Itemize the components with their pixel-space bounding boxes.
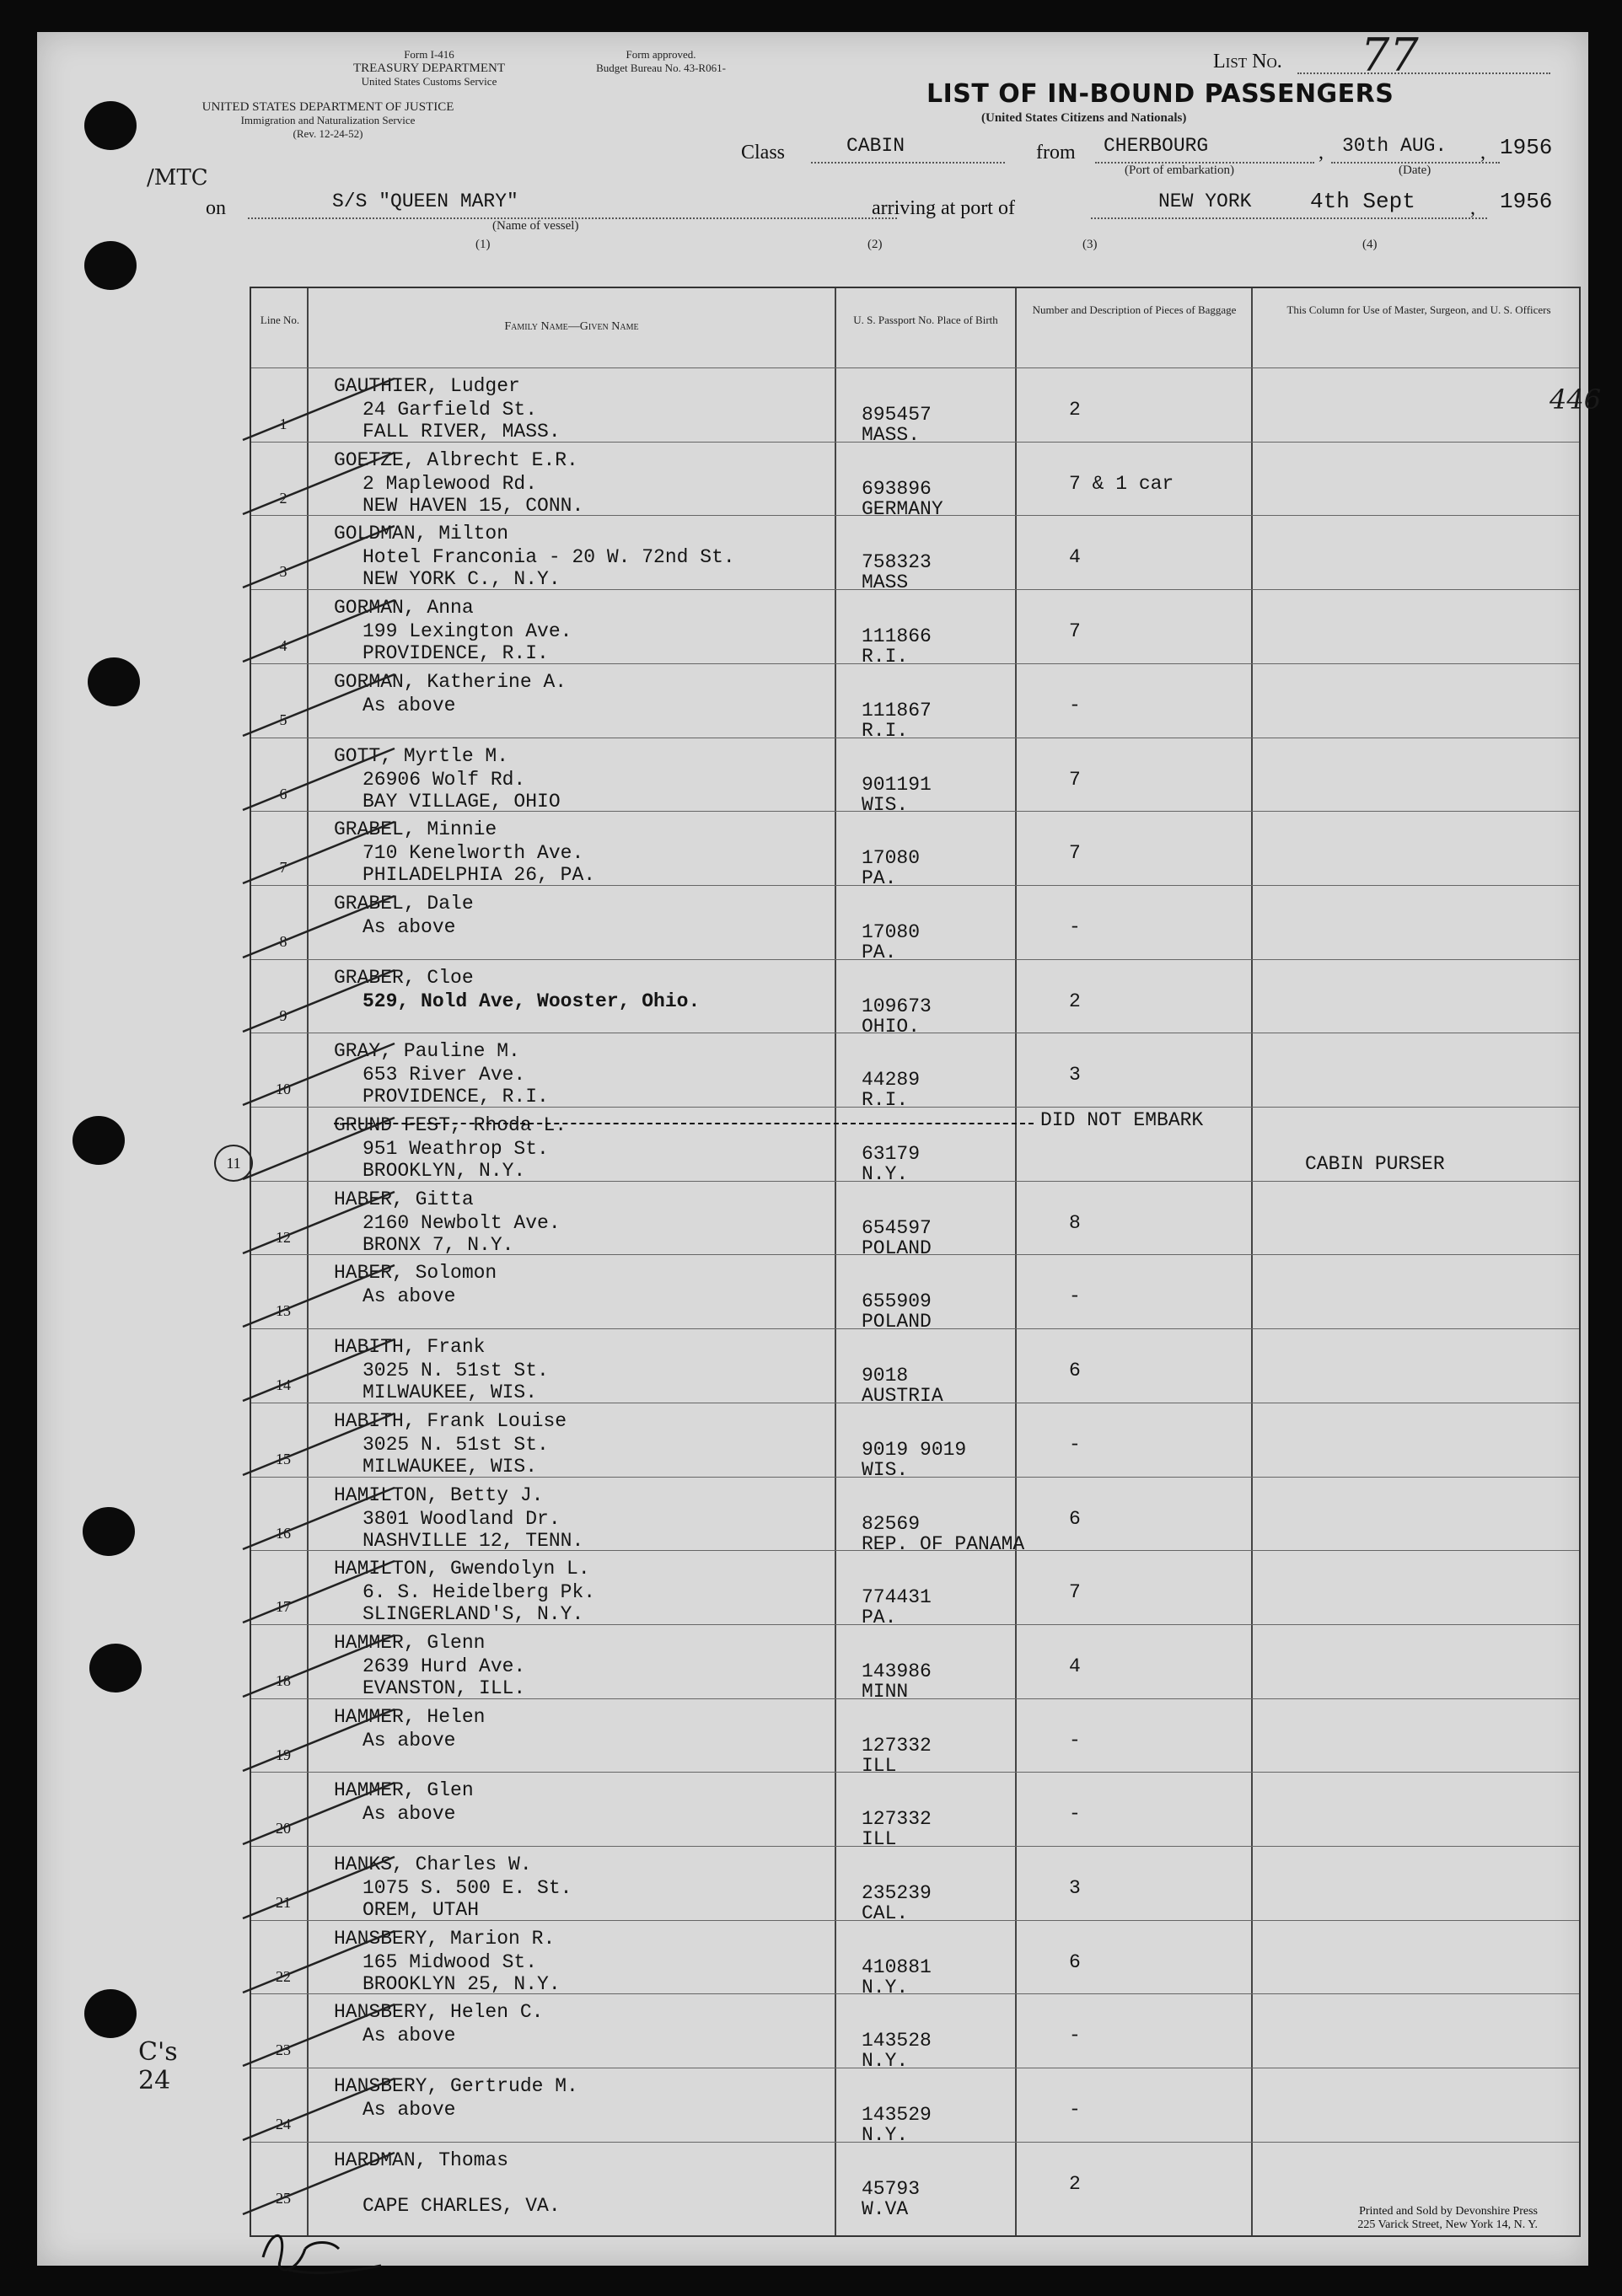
passenger-name: GOTT, Myrtle M. bbox=[334, 744, 509, 767]
baggage-count: - bbox=[1069, 2099, 1081, 2122]
line-number: 19 bbox=[276, 1746, 291, 1763]
address-line2: BRONX 7, N.Y. bbox=[363, 1233, 514, 1256]
line-number: 16 bbox=[276, 1524, 291, 1542]
place-of-birth: OHIO. bbox=[862, 1015, 921, 1038]
table-row bbox=[251, 1477, 1579, 1555]
footer-line2: 225 Varick Street, New York 14, N. Y. bbox=[1357, 2218, 1538, 2231]
line-number: 13 bbox=[276, 1302, 291, 1320]
place-of-birth: MASS bbox=[862, 571, 909, 594]
header-passport: U. S. Passport No. Place of Birth bbox=[853, 314, 998, 326]
baggage-count: 4 bbox=[1069, 546, 1081, 569]
address-line1: 2 Maplewood Rd. bbox=[363, 472, 538, 495]
baggage-count: 7 bbox=[1069, 1581, 1081, 1604]
place-of-birth: PA. bbox=[862, 867, 897, 890]
address-line1: 3025 N. 51st St. bbox=[363, 1433, 549, 1456]
passenger-name: GOETZE, Albrecht E.R. bbox=[334, 448, 578, 471]
passenger-name: HANSBERY, Gertrude M. bbox=[334, 2075, 578, 2098]
baggage-count: - bbox=[1069, 1285, 1081, 1308]
baggage-count: 3 bbox=[1069, 1064, 1081, 1086]
passport-number: 654597 bbox=[862, 1216, 932, 1239]
passenger-name: HAMMER, Helen bbox=[334, 1705, 486, 1728]
table-row bbox=[251, 1254, 1579, 1333]
baggage-count: 7 & 1 car bbox=[1069, 472, 1174, 495]
justice-dept: UNITED STATES DEPARTMENT OF JUSTICE bbox=[201, 100, 454, 114]
table-row bbox=[251, 811, 1579, 890]
place-of-birth: ILL bbox=[862, 1754, 897, 1777]
line-number: 7 bbox=[279, 859, 287, 877]
passenger-name: HABER, Gitta bbox=[334, 1188, 474, 1210]
passport-number: 774431 bbox=[862, 1586, 932, 1609]
vessel-name: S/S "QUEEN MARY" bbox=[332, 190, 518, 212]
place-of-birth: POLAND bbox=[862, 1311, 932, 1333]
approved-line1: Form approved. bbox=[626, 48, 696, 61]
passenger-name: HANSBERY, Marion R. bbox=[334, 1927, 556, 1950]
margin-note: C's 24 bbox=[138, 2037, 178, 2095]
address-line1: 710 Kenelworth Ave. bbox=[363, 842, 584, 865]
passenger-name: HABITH, Frank Louise bbox=[334, 1409, 567, 1432]
header-baggage: Number and Description of Pieces of Baggage bbox=[1032, 303, 1237, 316]
address-line2: NEW HAVEN 15, CONN. bbox=[363, 494, 584, 517]
address-line1: 951 Weathrop St. bbox=[363, 1138, 549, 1160]
punch-hole bbox=[88, 657, 140, 706]
table-row bbox=[251, 1181, 1579, 1259]
line-number: 24 bbox=[276, 2116, 291, 2133]
table-row bbox=[251, 367, 1602, 446]
baggage-count: - bbox=[1069, 1433, 1081, 1456]
baggage-count: DID NOT EMBARK bbox=[1040, 1109, 1204, 1131]
table-row bbox=[251, 663, 1579, 742]
baggage-count: 2 bbox=[1069, 2172, 1081, 2195]
passport-number: 111866 bbox=[862, 625, 932, 648]
officer-note: 446 bbox=[1549, 384, 1602, 416]
baggage-count: 6 bbox=[1069, 1360, 1081, 1382]
address-line1: 165 Midwood St. bbox=[363, 1950, 538, 1973]
passenger-name: HAMMER, Glen bbox=[334, 1779, 474, 1802]
address-line2: NEW YORK C., N.Y. bbox=[363, 568, 561, 591]
arrival-port: NEW YORK bbox=[1158, 190, 1252, 212]
baggage-count: 8 bbox=[1069, 1211, 1081, 1234]
line-number: 6 bbox=[279, 785, 287, 802]
class-value: CABIN bbox=[846, 135, 905, 157]
table-row bbox=[251, 1033, 1579, 1112]
address-line1: 24 Garfield St. bbox=[363, 399, 538, 421]
address-line2: OREM, UTAH bbox=[363, 1899, 480, 1921]
comma-3: , bbox=[1470, 197, 1475, 219]
address-line1: As above bbox=[363, 2099, 456, 2122]
passenger-name: HAMILTON, Gwendolyn L. bbox=[334, 1558, 590, 1580]
address-line1: As above bbox=[363, 1729, 456, 1752]
revision: (Rev. 12-24-52) bbox=[293, 127, 363, 140]
address-line2: EVANSTON, ILL. bbox=[363, 1676, 526, 1699]
place-of-birth: N.Y. bbox=[862, 2050, 909, 2073]
table-row bbox=[251, 1920, 1579, 1998]
line-number: 20 bbox=[276, 1820, 291, 1837]
passport-number: 9018 bbox=[862, 1365, 909, 1387]
table-row bbox=[251, 959, 1579, 1038]
punch-hole bbox=[84, 241, 137, 290]
place-of-birth: N.Y. bbox=[862, 2124, 909, 2147]
passenger-name: HARDMAN, Thomas bbox=[334, 2148, 509, 2171]
passport-number: 127332 bbox=[862, 1808, 932, 1831]
address-line2: BROOKLYN, N.Y. bbox=[363, 1160, 526, 1182]
place-of-birth: GERMANY bbox=[862, 497, 943, 520]
customs-service: United States Customs Service bbox=[361, 75, 497, 88]
place-of-birth: R.I. bbox=[862, 1089, 909, 1112]
baggage-count: - bbox=[1069, 2025, 1081, 2047]
passenger-table bbox=[226, 287, 1602, 2237]
arrival-date: 4th Sept bbox=[1310, 189, 1415, 214]
arriving-label: arriving at port of bbox=[872, 197, 1015, 219]
address-line2: MILWAUKEE, WIS. bbox=[363, 1381, 538, 1404]
officer-note: CABIN PURSER bbox=[1305, 1153, 1445, 1175]
line-number: 4 bbox=[279, 637, 287, 655]
col-num-3: (3) bbox=[1082, 238, 1098, 251]
comma-2: , bbox=[1480, 142, 1485, 164]
passenger-name: HABITH, Frank bbox=[334, 1336, 486, 1359]
header-name: Family Name—Given Name bbox=[504, 320, 639, 333]
address-line1: As above bbox=[363, 2025, 456, 2047]
passport-number: 895457 bbox=[862, 404, 932, 426]
form-title: LIST OF IN-BOUND PASSENGERS bbox=[926, 79, 1394, 109]
line-number: 21 bbox=[276, 1894, 291, 1911]
arrival-year: 1956 bbox=[1500, 189, 1553, 214]
baggage-count: - bbox=[1069, 915, 1081, 938]
passenger-name: GRAY, Pauline M. bbox=[334, 1040, 520, 1063]
mtc-note: /MTC bbox=[147, 165, 208, 190]
place-of-birth: PA. bbox=[862, 1607, 897, 1629]
on-label: on bbox=[206, 197, 226, 219]
baggage-count: - bbox=[1069, 694, 1081, 716]
comma-1: , bbox=[1319, 142, 1324, 164]
address-line1: 2639 Hurd Ave. bbox=[363, 1655, 526, 1677]
line-number: 23 bbox=[276, 2041, 291, 2059]
passport-number: 655909 bbox=[862, 1290, 932, 1313]
passenger-name: HAMILTON, Betty J. bbox=[334, 1483, 544, 1506]
baggage-count: 2 bbox=[1069, 399, 1081, 421]
passenger-name: GRABEL, Dale bbox=[334, 892, 474, 915]
passport-number: 693896 bbox=[862, 477, 932, 500]
line-number: 22 bbox=[276, 1967, 291, 1985]
address-line1: Hotel Franconia - 20 W. 72nd St. bbox=[363, 546, 735, 569]
line-number: 11 bbox=[214, 1145, 253, 1182]
baggage-count: 4 bbox=[1069, 1655, 1081, 1677]
place-of-birth: MASS. bbox=[862, 424, 921, 446]
place-of-birth: N.Y. bbox=[862, 1163, 909, 1185]
list-no-line bbox=[1297, 71, 1550, 74]
punch-hole bbox=[84, 1989, 137, 2038]
baggage-count: 7 bbox=[1069, 842, 1081, 865]
place-of-birth: ILL bbox=[862, 1828, 897, 1851]
place-of-birth: POLAND bbox=[862, 1237, 932, 1259]
table-row bbox=[251, 738, 1579, 816]
baggage-count: - bbox=[1069, 1803, 1081, 1826]
passenger-name: GORMAN, Anna bbox=[334, 597, 474, 620]
table-row bbox=[251, 1698, 1579, 1777]
embark-caption: (Port of embarkation) bbox=[1125, 164, 1234, 177]
line-number: 5 bbox=[279, 711, 287, 728]
passenger-name: GORMAN, Katherine A. bbox=[334, 670, 567, 693]
punch-hole bbox=[83, 1507, 135, 1556]
line-number: 18 bbox=[276, 1671, 291, 1689]
passport-number: 82569 bbox=[862, 1512, 921, 1535]
address-line1: 26906 Wolf Rd. bbox=[363, 768, 526, 791]
passport-number: 17080 bbox=[862, 847, 921, 870]
passport-number: 63179 bbox=[862, 1143, 921, 1165]
address-line2: BROOKLYN 25, N.Y. bbox=[363, 1972, 561, 1995]
passport-number: 143529 bbox=[862, 2104, 932, 2127]
form-page bbox=[37, 29, 1602, 2266]
punch-hole bbox=[84, 101, 137, 150]
passenger-name: HANSBERY, Helen C. bbox=[334, 2001, 544, 2024]
table-row bbox=[251, 589, 1579, 668]
baggage-count: 6 bbox=[1069, 1507, 1081, 1530]
address-line2: SLINGERLAND'S, N.Y. bbox=[363, 1603, 584, 1626]
col-num-4: (4) bbox=[1362, 238, 1378, 251]
embark-date: 30th AUG. bbox=[1342, 135, 1447, 157]
address-line1: As above bbox=[363, 694, 456, 716]
line-number: 14 bbox=[276, 1376, 291, 1394]
passport-number: 127332 bbox=[862, 1734, 932, 1757]
arrival-line bbox=[1091, 216, 1487, 219]
from-label: from bbox=[1036, 142, 1076, 164]
embark-port: CHERBOURG bbox=[1104, 135, 1209, 157]
embark-year: 1956 bbox=[1500, 135, 1553, 160]
place-of-birth: R.I. bbox=[862, 646, 909, 668]
passport-number: 9019 9019 bbox=[862, 1438, 967, 1461]
line-number: 12 bbox=[276, 1228, 291, 1246]
line-number: 3 bbox=[279, 563, 287, 581]
passenger-name: GRABEL, Minnie bbox=[334, 818, 497, 841]
passport-number: 45793 bbox=[862, 2177, 921, 2200]
passport-number: 410881 bbox=[862, 1955, 932, 1978]
address-line1: 6. S. Heidelberg Pk. bbox=[363, 1581, 596, 1604]
header-line-no: Line No. bbox=[260, 314, 300, 326]
vessel-caption: (Name of vessel) bbox=[492, 219, 579, 233]
address-line1: 529, Nold Ave, Wooster, Ohio. bbox=[363, 990, 701, 1012]
passport-number: 44289 bbox=[862, 1069, 921, 1092]
passenger-name: GRUND FEST, Rhoda L. bbox=[334, 1114, 567, 1136]
table-row bbox=[251, 1403, 1579, 1481]
passport-number: 143528 bbox=[862, 2030, 932, 2052]
line-number: 8 bbox=[279, 932, 287, 950]
place-of-birth: R.I. bbox=[862, 719, 909, 742]
form-subtitle: (United States Citizens and Nationals) bbox=[981, 111, 1187, 125]
address-line2: NASHVILLE 12, TENN. bbox=[363, 1529, 584, 1552]
signature-mark bbox=[255, 2224, 423, 2283]
line-number: 2 bbox=[279, 489, 287, 507]
address-line1: 653 River Ave. bbox=[363, 1064, 526, 1086]
place-of-birth: W.VA bbox=[862, 2197, 909, 2220]
passenger-name: GRABER, Cloe bbox=[334, 966, 474, 989]
table-row bbox=[251, 1624, 1579, 1703]
line-number: 25 bbox=[276, 2189, 291, 2207]
address-line1: As above bbox=[363, 1803, 456, 1826]
form-id: Form I-416 bbox=[404, 48, 454, 61]
place-of-birth: REP. OF PANAMA bbox=[862, 1532, 1025, 1555]
baggage-count: - bbox=[1069, 1729, 1081, 1752]
passenger-name: GOLDMAN, Milton bbox=[334, 523, 509, 545]
table-row bbox=[251, 442, 1579, 520]
list-no-value: 77 bbox=[1361, 29, 1419, 82]
address-line2: PHILADELPHIA 26, PA. bbox=[363, 864, 596, 887]
table-row bbox=[251, 1772, 1579, 1851]
class-label: Class bbox=[741, 142, 786, 164]
place-of-birth: N.Y. bbox=[862, 1976, 909, 1998]
address-line1: 199 Lexington Ave. bbox=[363, 620, 572, 643]
passenger-name: GAUTHIER, Ludger bbox=[334, 375, 520, 397]
line-number: 17 bbox=[276, 1598, 291, 1616]
line-number: 9 bbox=[279, 1006, 287, 1024]
table-row bbox=[226, 1107, 1579, 1185]
address-line1: 3801 Woodland Dr. bbox=[363, 1507, 561, 1530]
passport-number: 17080 bbox=[862, 920, 921, 943]
address-line2: FALL RIVER, MASS. bbox=[363, 421, 561, 443]
treasury-dept: TREASURY DEPARTMENT bbox=[352, 62, 506, 75]
class-line bbox=[811, 160, 1005, 164]
table-row bbox=[251, 1328, 1579, 1408]
line-number: 15 bbox=[276, 1450, 291, 1467]
address-line2: PROVIDENCE, R.I. bbox=[363, 642, 549, 665]
table-row bbox=[251, 515, 1579, 594]
passenger-name: HAMMER, Glenn bbox=[334, 1631, 486, 1654]
baggage-count: 3 bbox=[1069, 1877, 1081, 1899]
table-row bbox=[251, 1550, 1579, 1629]
table-row bbox=[251, 1846, 1579, 1924]
address-line2: PROVIDENCE, R.I. bbox=[363, 1086, 549, 1108]
table-row bbox=[251, 2068, 1579, 2147]
passport-number: 758323 bbox=[862, 551, 932, 574]
table-row bbox=[251, 885, 1579, 963]
passport-number: 235239 bbox=[862, 1882, 932, 1904]
line-number: 1 bbox=[279, 416, 287, 432]
header-officers: This Column for Use of Master, Surgeon, and U. S. Officers bbox=[1286, 303, 1551, 316]
footer-line1: Printed and Sold by Devonshire Press bbox=[1359, 2205, 1538, 2218]
address-line1: 1075 S. 500 E. St. bbox=[363, 1877, 572, 1899]
strike-through-line bbox=[334, 1123, 1034, 1124]
address-line1: As above bbox=[363, 1285, 456, 1308]
address-line1: 2160 Newbolt Ave. bbox=[363, 1211, 561, 1234]
passenger-name: HANKS, Charles W. bbox=[334, 1853, 532, 1875]
baggage-count: 2 bbox=[1069, 990, 1081, 1012]
address-line1: As above bbox=[363, 915, 456, 938]
address-line2: BAY VILLAGE, OHIO bbox=[363, 790, 561, 813]
col-num-2: (2) bbox=[867, 238, 883, 251]
baggage-count: 7 bbox=[1069, 768, 1081, 791]
table-row bbox=[251, 1993, 1579, 2073]
place-of-birth: PA. bbox=[862, 941, 897, 963]
address-line2: CAPE CHARLES, VA. bbox=[363, 2194, 561, 2217]
line-number: 10 bbox=[276, 1081, 291, 1098]
passport-number: 901191 bbox=[862, 773, 932, 796]
immigration-service: Immigration and Naturalization Service bbox=[240, 114, 416, 126]
place-of-birth: WIS. bbox=[862, 1458, 909, 1481]
place-of-birth: WIS. bbox=[862, 793, 909, 816]
approved-line2: Budget Bureau No. 43-R061- bbox=[596, 62, 726, 74]
passport-number: 111867 bbox=[862, 699, 932, 722]
address-line2: MILWAUKEE, WIS. bbox=[363, 1455, 538, 1478]
passenger-name: HABER, Solomon bbox=[334, 1262, 497, 1285]
baggage-count: 6 bbox=[1069, 1950, 1081, 1973]
baggage-count: 7 bbox=[1069, 620, 1081, 643]
passport-number: 109673 bbox=[862, 995, 932, 1017]
printer-footer bbox=[1357, 2205, 1538, 2232]
passport-number: 143986 bbox=[862, 1660, 932, 1682]
place-of-birth: MINN bbox=[862, 1680, 909, 1703]
place-of-birth: CAL. bbox=[862, 1902, 909, 1924]
punch-hole bbox=[89, 1644, 142, 1692]
date-caption: (Date) bbox=[1399, 164, 1431, 177]
place-of-birth: AUSTRIA bbox=[862, 1385, 943, 1408]
list-no-label: List No. bbox=[1213, 51, 1282, 72]
col-num-1: (1) bbox=[475, 238, 491, 251]
address-line1: 3025 N. 51st St. bbox=[363, 1360, 549, 1382]
punch-hole bbox=[73, 1116, 125, 1165]
